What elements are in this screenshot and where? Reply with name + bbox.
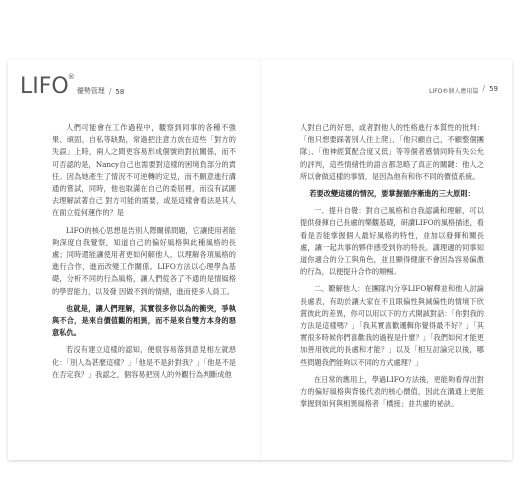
left-page-body bbox=[52, 122, 236, 386]
paragraph: 人們可能會在工作過程中，觀察到同事的各種不強果、頑固、自私等缺點，常過把注意力放在這些「對方的失誤」上時，兩人之間更容易形成個號的對抗關係，而不可否認的是，Nancy自己也需要對這樣的困境負部分的責任。因為她產生了情況不可逆轉的定見，而不願意進行溝通的嘗試，同時，他也取滿在自己的委屈裡，而沒有試圖去理解試著自己 對方可能的需要，或是這樣會看法是其人在面立從何運作的？是 bbox=[52, 123, 236, 218]
book-gutter bbox=[260, 60, 261, 460]
right-page-number: 59 bbox=[489, 85, 498, 93]
right-running-title: LIFO®個人應用篇 bbox=[429, 88, 479, 95]
logo-subtitle: 優勢管理 bbox=[76, 87, 105, 95]
book-spread bbox=[8, 60, 512, 460]
logo-registered-mark: ® bbox=[67, 73, 75, 81]
left-page-header bbox=[20, 73, 125, 99]
paragraph: 在日常的應用上，學過LIFO方法後，更能夠看得出對方的偏好風格與背後代表的核心價值，因此在溝通上更能掌握到如何與相異風格者「橋接」並共處的祕訣。 bbox=[300, 374, 484, 409]
paragraph: 若沒有建立這樣的認知，便很容易落到意見相左就惡化：「別人為甚麼這樣？」「他是不是針對我？」「他是不是在否定我？」我認之，個容易把別人的外觀行為判斷成他 bbox=[52, 345, 236, 379]
paragraph: 一、提升自覺：對自己風格和自我認識和理解，可以提供發揮自己長處的樂觀基礎，研讀LIFO的風格描述，看看是否能掌握個人最好風格的特性，並加以發揮和關長處，讓一起共事的夥伴感受到你的特長。講理適的同事知道你適合的分工與角色，並且顯得健康不會因為容易偏激的行為，以便提升合作的順暢。 bbox=[300, 206, 484, 277]
left-page-number: 58 bbox=[115, 88, 125, 96]
emphasis-paragraph: 也就是，讓人們理解，其實很多你以為的衝突，爭執與不合，是來自價值觀的相異，而不是來自雙方本身的惡意私仇。 bbox=[52, 303, 236, 338]
paragraph: LIFO的核心思想是告別人際關係問題，它讓使用者能夠深度自我覺察，知道自己的偏好風格與此種風格的長處；同時還能讓使用者更如何解他人，以理解各項風格的進行合作，進而改變工作關係。LIFO方法以心理學為基礎，分析不同的行為風格，讓人們從各了不通的是情風格的學習能力，以及發 因做不到的情緒，進而使多人員工。 bbox=[52, 225, 236, 296]
section-heading: 若要改變這樣的情況，要掌握循序漸進的三大原則： bbox=[309, 189, 475, 199]
lifo-logo: LIFO ® bbox=[20, 73, 75, 99]
paragraph: 二、瞭解他人：在團隊內分享LIFO解釋並和他人討論長處表，有助於讓大家在不且眼偏性與減偏性的情境下欣賞彼此的差異，你可以用以下的方式開誠對話：「你對我的方法是這樣嗎？」「我其實喜歡邏輯你覺得最不好？」「其實很多時候你們喜歡我的過程是什麼？」「我們如何才能更加善用彼此的長處和才能？」以及「相互討論完以後，哪些問題我們能夠以不同的方式處理？」 bbox=[300, 284, 484, 367]
right-page-body bbox=[300, 122, 484, 415]
right-page-header bbox=[429, 84, 498, 95]
header-separator: / bbox=[482, 84, 486, 93]
paragraph: 人對自己的好惡，或者對他人的性格進行本質性的批判：「他只想要踩著別人往上爬」、「他只顧自己，不顧整個團隊」、「他神經質配合度又低」等等個者感情同時有失公允的評判，這些情緒性的語言都忽略了真正的關鍵：他人之所以會做這樣的事情，是因為他有和你不同的價值系統。 bbox=[300, 123, 484, 181]
header-separator: / bbox=[108, 87, 112, 96]
